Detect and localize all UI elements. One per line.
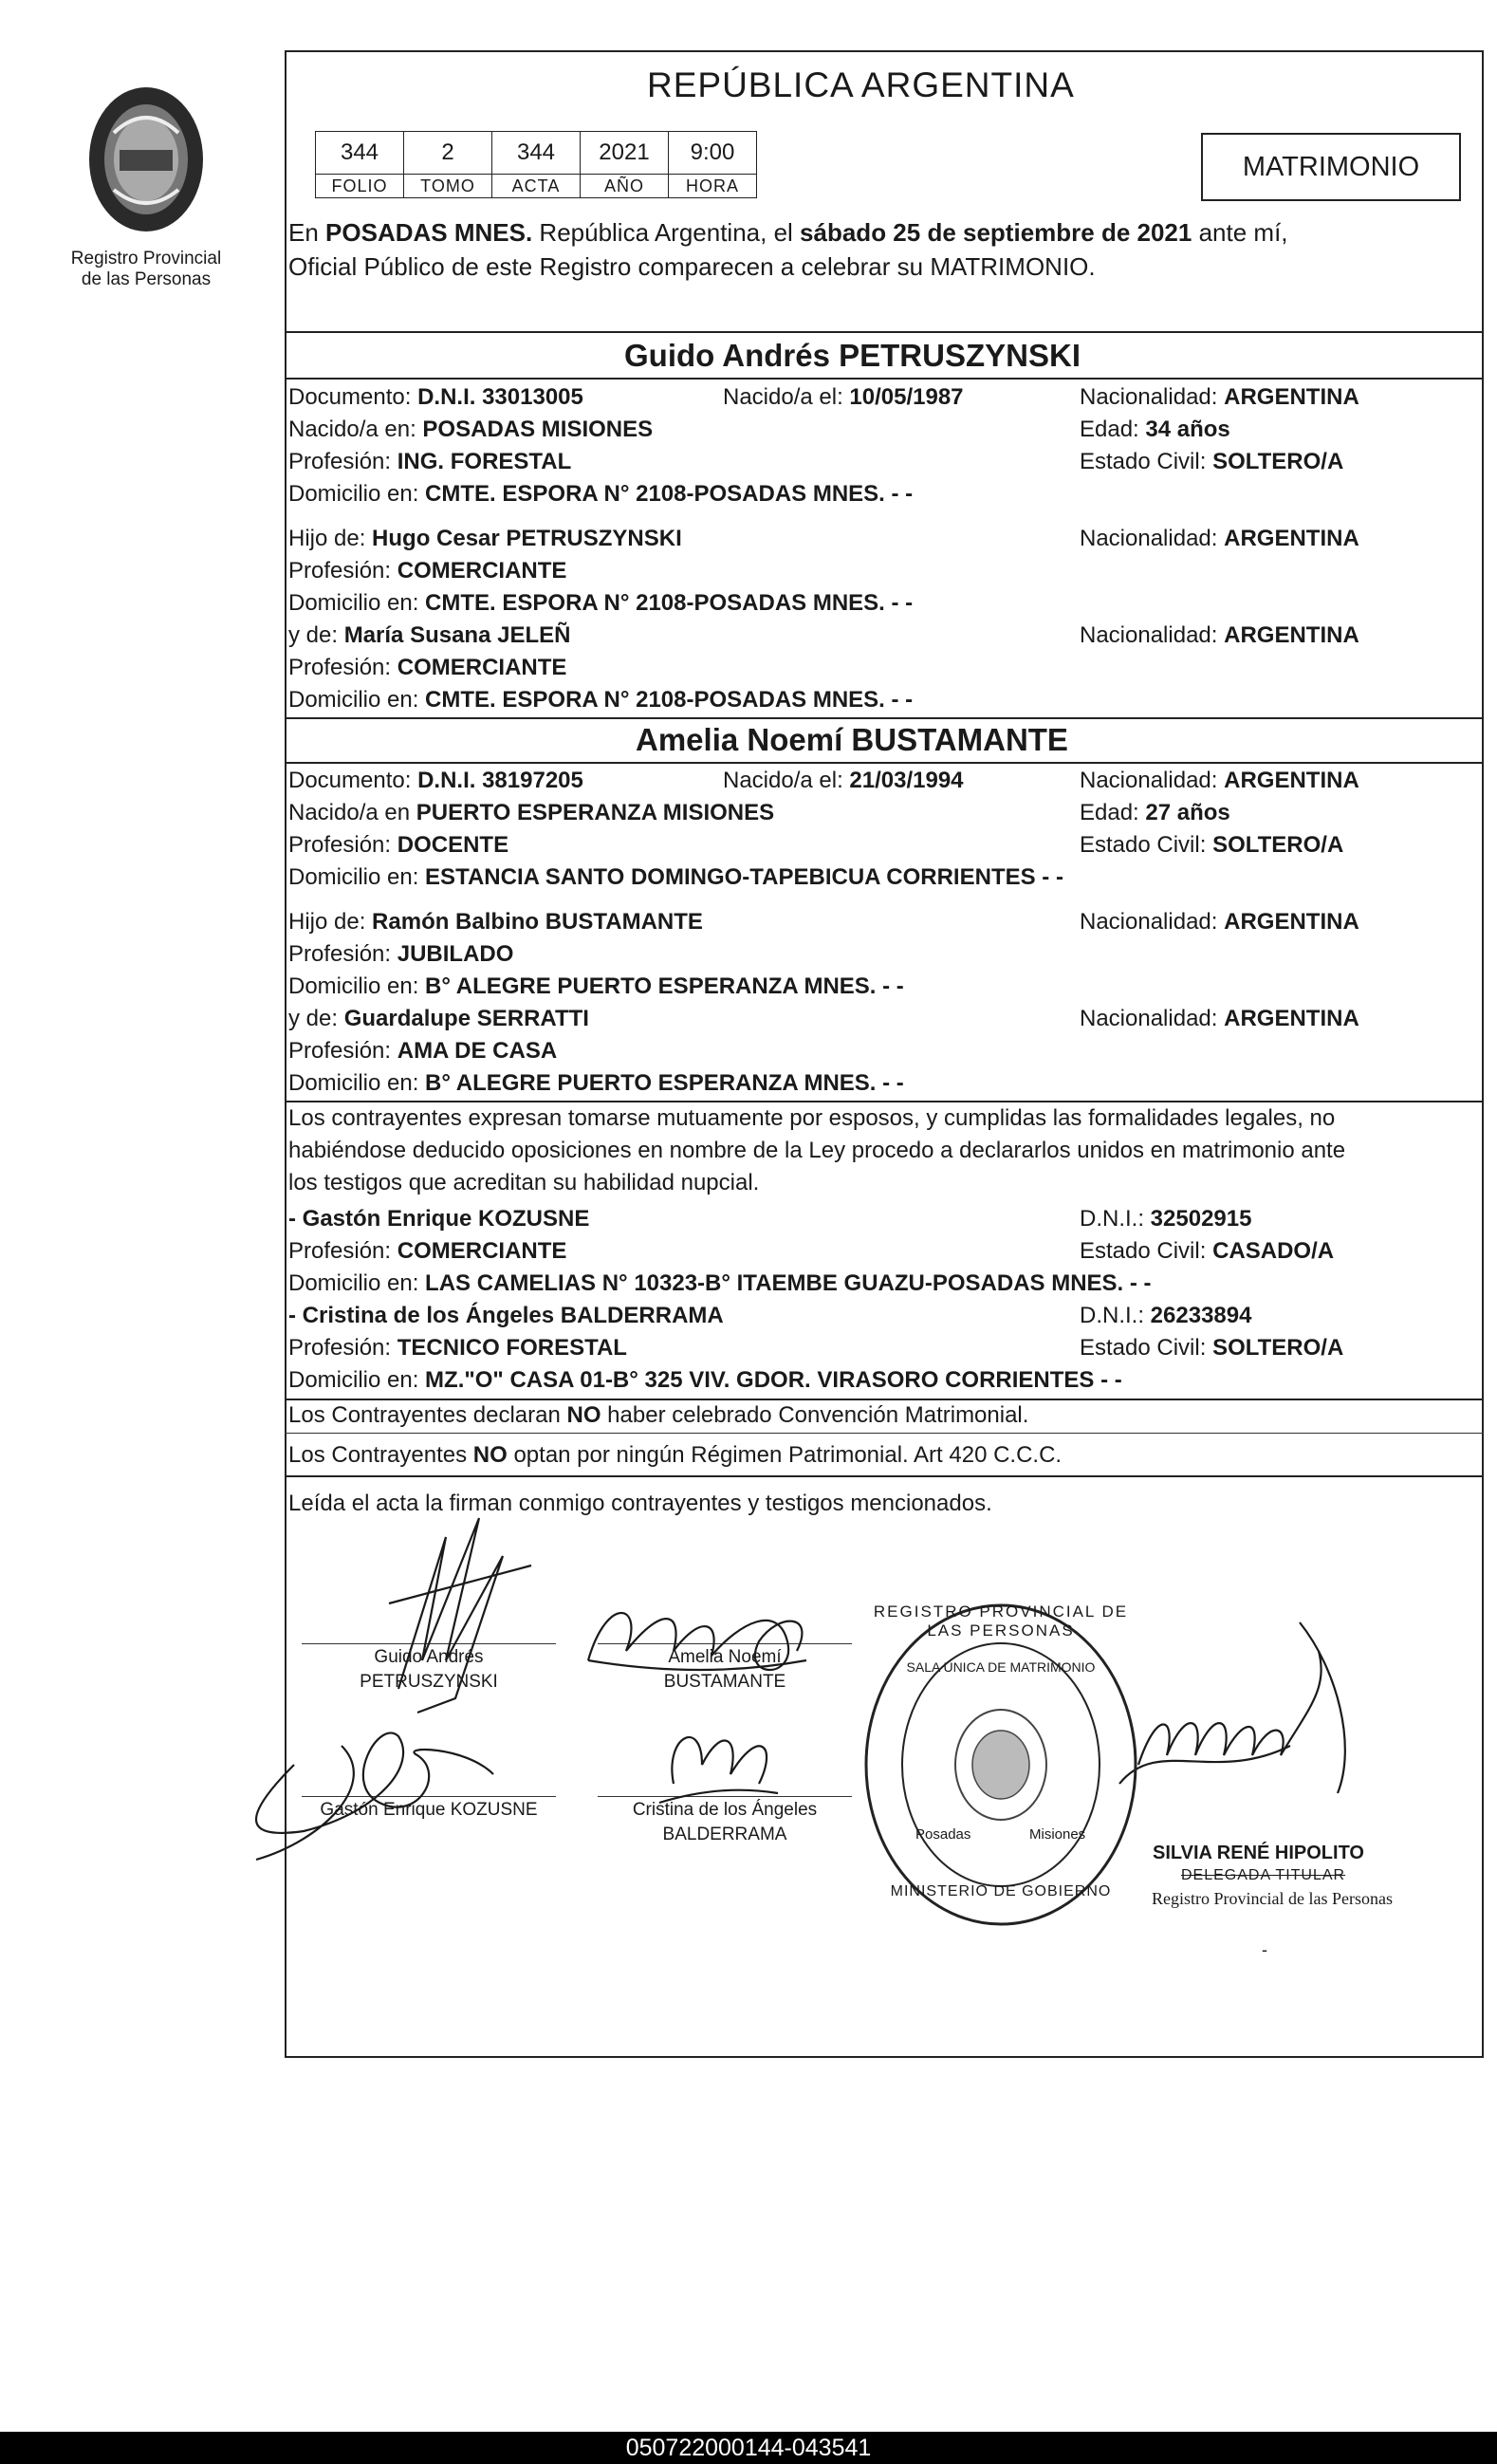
value: ARGENTINA — [1224, 526, 1359, 551]
value: LAS CAMELIAS N° 10323-B° ITAEMBE GUAZU-POSADAS MNES. - - — [425, 1270, 1152, 1296]
regime-line-2 — [288, 1441, 1062, 1470]
intro-line-1 — [288, 218, 1288, 247]
label: Hijo de: — [288, 909, 373, 935]
regime-no: NO — [566, 1402, 601, 1428]
spouse1-born — [723, 383, 964, 412]
label: Profesión: — [288, 1238, 397, 1264]
label: Estado Civil: — [1080, 1335, 1213, 1361]
signature-scribbles — [228, 1499, 1480, 1898]
label: Documento: — [288, 768, 418, 793]
value: 26233894 — [1150, 1303, 1252, 1328]
sig-spouse1-line1: Guido Andrés — [374, 1647, 484, 1667]
divider — [285, 717, 1484, 719]
folio-value: 344 — [316, 132, 404, 175]
label: Estado Civil: — [1080, 449, 1213, 474]
label: y de: — [288, 1006, 344, 1031]
label: Profesión: — [288, 832, 397, 858]
value: 27 años — [1145, 800, 1230, 825]
witness2-name: - Cristina de los Ángeles BALDERRAMA — [288, 1303, 724, 1328]
spouse2-mother-nat — [1080, 1005, 1359, 1033]
value: COMERCIANTE — [397, 655, 567, 680]
value: JUBILADO — [397, 941, 514, 967]
label: Nacido/a en: — [288, 417, 423, 442]
sig-spouse1-line2: PETRUSZYNSKI — [360, 1672, 498, 1692]
value: POSADAS MISIONES — [422, 417, 654, 442]
value: Ramón Balbino BUSTAMANTE — [372, 909, 703, 935]
label: Nacionalidad: — [1080, 526, 1225, 551]
label: Profesión: — [288, 449, 397, 474]
label: Nacido/a el: — [723, 384, 850, 410]
label: Domicilio en: — [288, 1070, 426, 1096]
spouse2-age — [1080, 799, 1230, 827]
acta-value: 344 — [492, 132, 581, 175]
label: Domicilio en: — [288, 864, 426, 890]
regime-text: Los Contrayentes declaran — [288, 1402, 567, 1428]
value: SOLTERO/A — [1212, 449, 1344, 474]
value: 34 años — [1145, 417, 1230, 442]
label: Documento: — [288, 384, 418, 410]
witness1-civil — [1080, 1237, 1334, 1266]
divider — [285, 1475, 1484, 1477]
spouse1-father-dom — [288, 589, 913, 618]
spouse2-father-nat — [1080, 908, 1359, 936]
stamp-seal-icon — [859, 1599, 1143, 1931]
official-name: SILVIA RENÉ HIPOLITO — [1153, 1843, 1364, 1863]
spouse1-nat — [1080, 383, 1359, 412]
label: Domicilio en: — [288, 687, 426, 713]
value: 32502915 — [1150, 1206, 1252, 1232]
label: Profesión: — [288, 558, 397, 584]
divider — [285, 331, 1484, 333]
label: Hijo de: — [288, 526, 373, 551]
value: SOLTERO/A — [1212, 832, 1344, 858]
regime-no: NO — [472, 1442, 508, 1468]
label: Nacionalidad: — [1080, 1006, 1225, 1031]
spouse2-born — [723, 767, 964, 795]
value: Guardalupe SERRATTI — [343, 1006, 589, 1031]
value: 21/03/1994 — [849, 768, 964, 793]
footer-code: 050722000144-043541 — [625, 2435, 872, 2461]
label: Nacionalidad: — [1080, 384, 1225, 410]
tomo-label: TOMO — [404, 175, 492, 198]
logo-org-line1: Registro Provincial — [70, 249, 222, 269]
intro-p2: República Argentina, el — [532, 218, 801, 247]
act-type-box — [1201, 133, 1461, 201]
sig-witness2-line2: BALDERRAMA — [662, 1825, 787, 1844]
spouse2-birthplace — [288, 799, 774, 827]
spouse1-father-prof — [288, 557, 566, 585]
value: ARGENTINA — [1224, 909, 1359, 935]
regime-line-1 — [288, 1401, 1028, 1430]
witness1-prof — [288, 1237, 566, 1266]
value: ING. FORESTAL — [397, 449, 572, 474]
regime-text: optan por ningún Régimen Patrimonial. Art 420 C.C.C. — [507, 1442, 1063, 1468]
value: CASADO/A — [1212, 1238, 1335, 1264]
signature-line: - — [1262, 1940, 1267, 1959]
spouse1-mother — [288, 621, 570, 650]
hora-label: HORA — [669, 175, 757, 198]
closing-text: Leída el acta la firman conmigo contrayentes y testigos mencionados. — [288, 1491, 992, 1516]
label: Nacionalidad: — [1080, 768, 1225, 793]
spouse1-doc — [288, 383, 583, 412]
label: Edad: — [1080, 800, 1146, 825]
spouse1-mother-prof — [288, 654, 566, 682]
act-type: MATRIMONIO — [1242, 152, 1420, 182]
official-org: Registro Provincial de las Personas — [1152, 1889, 1393, 1908]
spouse2-doc — [288, 767, 583, 795]
value: CMTE. ESPORA N° 2108-POSADAS MNES. - - — [425, 687, 914, 713]
spouse1-birthplace — [288, 416, 653, 444]
misiones-seal-icon — [65, 83, 228, 235]
label: Edad: — [1080, 417, 1146, 442]
value: D.N.I. 33013005 — [417, 384, 583, 410]
spouse2-civil — [1080, 831, 1343, 860]
spouse1-prof — [288, 448, 571, 476]
spouse2-father-dom — [288, 973, 904, 1001]
value: CMTE. ESPORA N° 2108-POSADAS MNES. - - — [425, 481, 914, 507]
label: Nacido/a el: — [723, 768, 850, 793]
sig-spouse2-line2: BUSTAMANTE — [663, 1672, 786, 1692]
label: D.N.I.: — [1080, 1206, 1151, 1232]
declaration-line-2: habiéndose deducido oposiciones en nombre de la Ley procedo a declararlos unidos en matrimonio ante — [288, 1138, 1346, 1163]
label: Estado Civil: — [1080, 832, 1213, 858]
witness2-dom — [288, 1366, 1122, 1395]
intro-line-2: Oficial Público de este Registro comparecen a celebrar su MATRIMONIO. — [288, 252, 1096, 281]
official-title: DELEGADA TITULAR — [1181, 1867, 1346, 1883]
value: ARGENTINA — [1224, 384, 1359, 410]
value: ARGENTINA — [1224, 768, 1359, 793]
declaration-line-1: Los contrayentes expresan tomarse mutuamente por esposos, y cumplidas las formalidades legales, no — [288, 1105, 1336, 1131]
spouse1-name: Guido Andrés PETRUSZYNSKI — [624, 338, 1081, 373]
value: COMERCIANTE — [397, 1238, 567, 1264]
divider — [285, 1101, 1484, 1102]
divider — [285, 1433, 1484, 1434]
logo-org-line2: de las Personas — [81, 269, 212, 289]
spouse1-father-nat — [1080, 525, 1359, 553]
stamp-city-b: Misiones — [1029, 1826, 1086, 1843]
intro-city: POSADAS MNES. — [325, 218, 533, 247]
spouse2-father — [288, 908, 703, 936]
value: CMTE. ESPORA N° 2108-POSADAS MNES. - - — [425, 590, 914, 616]
spouse2-father-prof — [288, 940, 513, 969]
anio-value: 2021 — [581, 132, 669, 175]
value: ARGENTINA — [1224, 622, 1359, 648]
page-title: REPÚBLICA ARGENTINA — [647, 65, 1075, 104]
witness2-prof — [288, 1334, 627, 1362]
logo-org-name — [38, 249, 254, 290]
intro-p3: ante mí, — [1192, 218, 1288, 247]
official-stamp — [859, 1599, 1143, 1931]
sig-witness2-line1: Cristina de los Ángeles — [632, 1800, 818, 1820]
label: Domicilio en: — [288, 1367, 426, 1393]
sig-witness1: Gastón Enrique KOZUSNE — [320, 1800, 538, 1820]
witness1-name: - Gastón Enrique KOZUSNE — [288, 1206, 590, 1232]
value: PUERTO ESPERANZA MISIONES — [416, 800, 775, 825]
label: Estado Civil: — [1080, 1238, 1213, 1264]
intro-p1: En — [288, 218, 326, 247]
witness2-dni — [1080, 1302, 1251, 1330]
divider — [285, 378, 1484, 380]
divider — [285, 1399, 1484, 1400]
spouse1-mother-nat — [1080, 621, 1359, 650]
registry-logo — [65, 83, 228, 235]
value: SOLTERO/A — [1212, 1335, 1344, 1361]
spouse2-name: Amelia Noemí BUSTAMANTE — [636, 722, 1068, 757]
value: B° ALEGRE PUERTO ESPERANZA MNES. - - — [425, 1070, 904, 1096]
spouse2-mother-dom — [288, 1069, 904, 1098]
value: ESTANCIA SANTO DOMINGO-TAPEBICUA CORRIENTES - - — [425, 864, 1063, 890]
spouse1-father — [288, 525, 682, 553]
value: COMERCIANTE — [397, 558, 567, 584]
label: Nacionalidad: — [1080, 622, 1225, 648]
spouse1-dom — [288, 480, 913, 509]
spouse1-mother-dom — [288, 686, 913, 714]
stamp-bottom-text: MINISTERIO DE GOBIERNO — [890, 1883, 1112, 1899]
spouse2-prof — [288, 831, 508, 860]
label: Profesión: — [288, 941, 397, 967]
value: ARGENTINA — [1224, 1006, 1359, 1031]
spouse2-nat — [1080, 767, 1359, 795]
label: Domicilio en: — [288, 973, 426, 999]
label: Profesión: — [288, 1038, 397, 1064]
regime-text: Los Contrayentes — [288, 1442, 473, 1468]
value: 10/05/1987 — [849, 384, 964, 410]
intro-date: sábado 25 de septiembre de 2021 — [800, 218, 1192, 247]
label: Profesión: — [288, 1335, 397, 1361]
registry-table — [315, 131, 757, 198]
witness1-dom — [288, 1269, 1152, 1298]
stamp-city-a: Posadas — [915, 1826, 971, 1843]
regime-text: haber celebrado Convención Matrimonial. — [601, 1402, 1029, 1428]
value: Hugo Cesar PETRUSZYNSKI — [372, 526, 682, 551]
label: D.N.I.: — [1080, 1303, 1151, 1328]
spouse1-civil — [1080, 448, 1343, 476]
spouse2-dom — [288, 863, 1063, 892]
spouse2-mother-prof — [288, 1037, 557, 1065]
label: y de: — [288, 622, 344, 648]
witness1-dni — [1080, 1205, 1251, 1233]
acta-label: ACTA — [492, 175, 581, 198]
spouse2-mother — [288, 1005, 589, 1033]
divider — [285, 762, 1484, 764]
folio-label: FOLIO — [316, 175, 404, 198]
sig-spouse2-line1: Amelia Noemí — [668, 1647, 782, 1667]
spouse1-age — [1080, 416, 1230, 444]
label: Domicilio en: — [288, 1270, 426, 1296]
label: Domicilio en: — [288, 590, 426, 616]
hora-value: 9:00 — [669, 132, 757, 175]
label: Nacido/a en — [288, 800, 416, 825]
value: DOCENTE — [397, 832, 509, 858]
value: María Susana JELEÑ — [343, 622, 571, 648]
value: D.N.I. 38197205 — [417, 768, 583, 793]
stamp-inner-text: SALA UNICA DE MATRIMONIO — [906, 1659, 1096, 1675]
label: Domicilio en: — [288, 481, 426, 507]
value: B° ALEGRE PUERTO ESPERANZA MNES. - - — [425, 973, 904, 999]
footer-bar — [0, 2432, 1497, 2464]
label: Nacionalidad: — [1080, 909, 1225, 935]
value: MZ."O" CASA 01-B° 325 VIV. GDOR. VIRASORO CORRIENTES - - — [425, 1367, 1122, 1393]
label: Profesión: — [288, 655, 397, 680]
tomo-value: 2 — [404, 132, 492, 175]
anio-label: AÑO — [581, 175, 669, 198]
value: TECNICO FORESTAL — [397, 1335, 627, 1361]
stamp-outer-text: REGISTRO PROVINCIAL DE LAS PERSONAS — [873, 1603, 1129, 1640]
declaration-line-3: los testigos que acreditan su habilidad nupcial. — [288, 1170, 760, 1195]
value: AMA DE CASA — [397, 1038, 558, 1064]
witness2-civil — [1080, 1334, 1343, 1362]
